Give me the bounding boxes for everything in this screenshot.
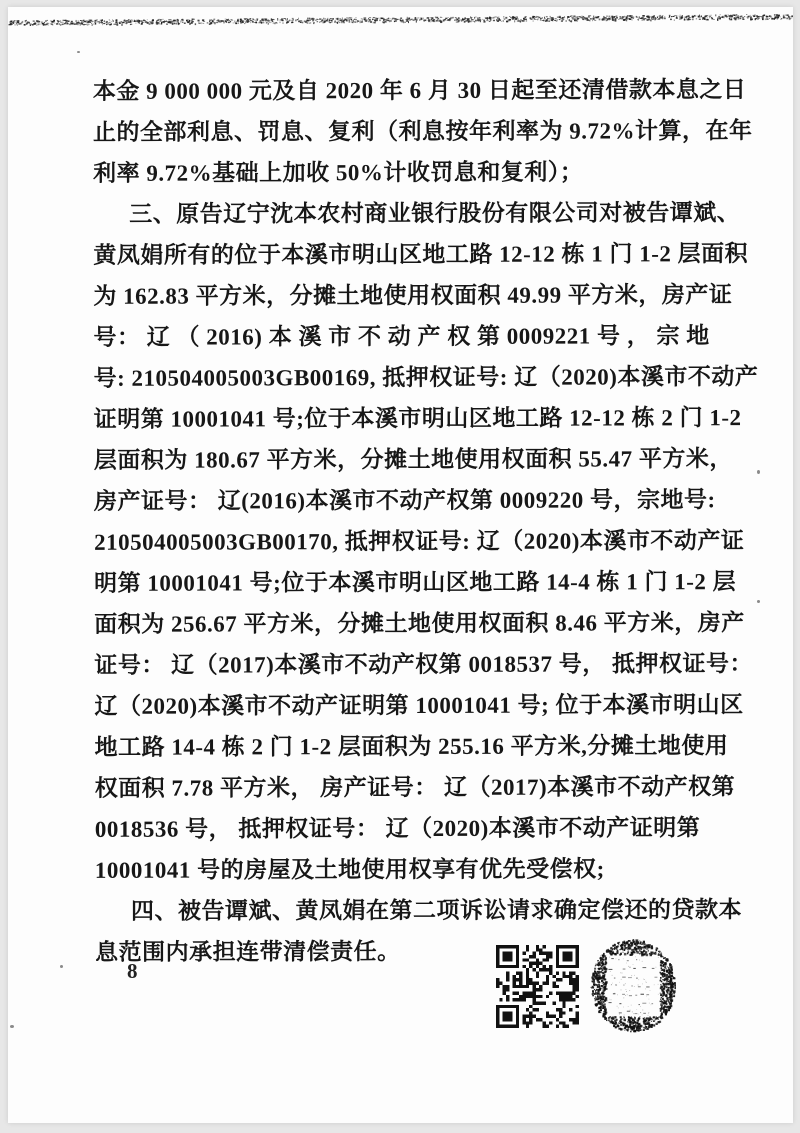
qr-code-stamp bbox=[496, 944, 579, 1029]
text-line: 三、原告辽宁沈本农村商业银行股份有限公司对被告谭斌、 bbox=[129, 200, 741, 227]
scan-speck bbox=[77, 51, 80, 53]
text-line: 证明第 10001041 号;位于本溪市明山区地工路 12-12 栋 2 门 1-2 bbox=[93, 405, 742, 432]
text-line: 四、被告谭斌、黄凤娟在第二项诉讼请求确定偿还的贷款本 bbox=[130, 897, 743, 924]
text-line: 号： 辽 （ 2016) 本 溪 市 不 动 产 权 第 0009221 号 ， 宗 地 bbox=[93, 323, 710, 350]
text-line: 黄凤娟所有的位于本溪市明山区地工路 12-12 栋 1 门 1-2 层面积 bbox=[93, 241, 749, 268]
round-seal-stamp bbox=[589, 937, 676, 1033]
text-line: 止的全部利息、罚息、复利（利息按年利率为 9.72%计算，在年 bbox=[92, 118, 753, 145]
scan-speck bbox=[60, 965, 63, 968]
text-line: 明第 10001041 号;位于本溪市明山区地工路 14-4 栋 1 门 1-2 层 bbox=[94, 569, 737, 596]
text-line: 地工路 14-4 栋 2 门 1-2 层面积为 255.16 平方米,分摊土地使用 bbox=[94, 733, 729, 760]
judgment-text-block bbox=[92, 69, 759, 973]
scan-artifact-top-edge bbox=[8, 7, 793, 31]
text-line: 为 162.83 平方米，分摊土地使用权面积 49.99 平方米，房产证 bbox=[93, 282, 733, 309]
text-line: 面积为 256.67 平方米，分摊土地使用权面积 8.46 平方米，房产 bbox=[94, 610, 745, 637]
text-line: 利率 9.72%基础上加收 50%计收罚息和复利）； bbox=[93, 159, 584, 186]
document-page bbox=[8, 7, 793, 1123]
text-line: 权面积 7.78 平方米， 房产证号： 辽（2017)本溪市不动产权第 bbox=[94, 774, 736, 801]
text-line: 房产证号： 辽(2016)本溪市不动产权第 0009220 号，宗地号: bbox=[93, 487, 716, 514]
text-line: 证号： 辽（2017)本溪市不动产权第 0018537 号， 抵押权证号： bbox=[94, 651, 754, 678]
text-line: 10001041 号的房屋及土地使用权享有优先受偿权; bbox=[94, 856, 605, 883]
scan-speck bbox=[757, 600, 760, 603]
scan-speck bbox=[10, 1025, 14, 1028]
text-line: 号: 210504005003GB00169, 抵押权证号: 辽（2020)本溪市不动产 bbox=[93, 364, 759, 391]
page-number: 8 bbox=[127, 959, 138, 983]
text-line: 层面积为 180.67 平方米，分摊土地使用权面积 55.47 平方米， bbox=[93, 446, 733, 473]
text-line: 210504005003GB00170, 抵押权证号: 辽（2020)本溪市不动产证 bbox=[94, 528, 745, 555]
scan-speck bbox=[757, 470, 760, 474]
text-line: 本金 9 000 000 元及自 2020 年 6 月 30 日起至还清借款本息之日 bbox=[92, 77, 747, 104]
text-line: 辽（2020)本溪市不动产证明第 10001041 号; 位于本溪市明山区 bbox=[94, 692, 744, 719]
text-line: 息范围内承担连带清偿责任。 bbox=[95, 939, 401, 965]
text-line: 0018536 号， 抵押权证号： 辽（2020)本溪市不动产证明第 bbox=[94, 815, 701, 842]
